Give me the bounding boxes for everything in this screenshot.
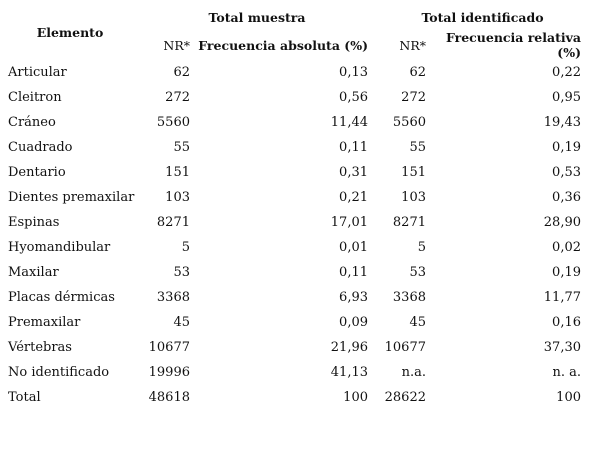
row-nr-identificado: 3368 — [392, 290, 426, 305]
row-elemento: Cleitron — [8, 90, 62, 105]
row-elemento: Premaxilar — [8, 315, 81, 330]
table-row — [0, 260, 591, 285]
row-nr: 5 — [181, 240, 190, 255]
row-frecuencia-absoluta: 100 — [343, 390, 368, 405]
header-frecuencia-relativa: Frecuencia relativa (%) — [445, 30, 581, 60]
row-elemento: Cráneo — [8, 115, 56, 130]
row-frecuencia-relativa: 0,19 — [552, 265, 581, 280]
table-row — [0, 285, 591, 310]
row-nr: 3368 — [156, 290, 190, 305]
header-nr: NR* — [163, 37, 190, 53]
row-nr-identificado: 10677 — [384, 340, 426, 355]
table-row — [0, 385, 591, 410]
row-frecuencia-relativa: n. a. — [552, 365, 581, 380]
table-row — [0, 210, 591, 235]
row-frecuencia-relativa: 0,53 — [552, 165, 581, 180]
row-frecuencia-absoluta: 0,09 — [339, 315, 368, 330]
row-frecuencia-absoluta: 0,01 — [339, 240, 368, 255]
row-frecuencia-absoluta: 0,11 — [339, 265, 368, 280]
row-frecuencia-absoluta: 17,01 — [330, 215, 368, 230]
table-row — [0, 85, 591, 110]
row-frecuencia-absoluta: 21,96 — [330, 340, 368, 355]
row-frecuencia-relativa: 0,22 — [552, 65, 581, 80]
table-row — [0, 185, 591, 210]
header-total-identificado: Total identificado — [421, 9, 544, 25]
row-nr-identificado: 5 — [417, 240, 426, 255]
row-nr-identificado: 28622 — [384, 390, 426, 405]
row-nr: 151 — [165, 165, 190, 180]
row-nr: 48618 — [148, 390, 190, 405]
row-nr-identificado: 62 — [409, 65, 426, 80]
row-nr: 10677 — [148, 340, 190, 355]
row-nr: 19996 — [148, 365, 190, 380]
row-frecuencia-absoluta: 6,93 — [339, 290, 368, 305]
row-elemento: Total — [8, 390, 41, 405]
row-elemento: Vértebras — [8, 340, 72, 355]
row-nr-identificado: 272 — [401, 90, 426, 105]
row-nr: 55 — [173, 140, 190, 155]
table-row — [0, 235, 591, 260]
row-elemento: Hyomandibular — [8, 240, 111, 255]
row-nr-identificado: 53 — [409, 265, 426, 280]
row-frecuencia-absoluta: 0,21 — [339, 190, 368, 205]
row-elemento: Cuadrado — [8, 140, 73, 155]
row-nr: 5560 — [156, 115, 190, 130]
row-nr: 272 — [165, 90, 190, 105]
header-total-muestra: Total muestra — [208, 9, 306, 25]
table-body — [0, 60, 591, 410]
table-row — [0, 160, 591, 185]
table-row — [0, 135, 591, 160]
row-nr-identificado: 45 — [409, 315, 426, 330]
table-row — [0, 360, 591, 385]
row-elemento: Dentario — [8, 165, 66, 180]
row-elemento: Maxilar — [8, 265, 59, 280]
row-nr: 45 — [173, 315, 190, 330]
row-frecuencia-absoluta: 0,13 — [339, 65, 368, 80]
row-frecuencia-absoluta: 0,56 — [339, 90, 368, 105]
row-elemento: Espinas — [8, 215, 60, 230]
row-nr: 8271 — [156, 215, 190, 230]
row-elemento: Articular — [8, 65, 67, 80]
row-frecuencia-absoluta: 0,31 — [339, 165, 368, 180]
header-elemento: Elemento — [36, 24, 104, 40]
row-frecuencia-absoluta: 0,11 — [339, 140, 368, 155]
row-nr: 103 — [165, 190, 190, 205]
row-frecuencia-relativa: 0,19 — [552, 140, 581, 155]
table-row — [0, 60, 591, 85]
row-nr-identificado: 103 — [401, 190, 426, 205]
row-frecuencia-relativa: 0,02 — [552, 240, 581, 255]
row-nr: 53 — [173, 265, 190, 280]
header-frecuencia-absoluta: Frecuencia absoluta (%) — [198, 37, 368, 53]
row-nr-identificado: n.a. — [401, 365, 426, 380]
header-nr-identificado: NR* — [399, 37, 426, 53]
row-nr: 62 — [173, 65, 190, 80]
table-row — [0, 110, 591, 135]
row-nr-identificado: 5560 — [392, 115, 426, 130]
row-frecuencia-relativa: 100 — [556, 390, 581, 405]
row-frecuencia-relativa: 37,30 — [543, 340, 581, 355]
row-nr-identificado: 8271 — [392, 215, 426, 230]
header-row-groups — [0, 4, 591, 30]
row-frecuencia-absoluta: 41,13 — [330, 365, 368, 380]
table-row — [0, 310, 591, 335]
row-frecuencia-relativa: 11,77 — [543, 290, 581, 305]
row-frecuencia-relativa: 0,95 — [552, 90, 581, 105]
row-nr-identificado: 151 — [401, 165, 426, 180]
table-row — [0, 335, 591, 360]
row-nr-identificado: 55 — [409, 140, 426, 155]
row-frecuencia-relativa: 0,36 — [552, 190, 581, 205]
row-elemento: Dientes premaxilar — [8, 190, 135, 205]
row-frecuencia-absoluta: 11,44 — [330, 115, 368, 130]
row-elemento: No identificado — [8, 365, 110, 380]
row-elemento: Placas dérmicas — [8, 290, 115, 305]
row-frecuencia-relativa: 19,43 — [543, 115, 581, 130]
row-frecuencia-relativa: 28,90 — [543, 215, 581, 230]
row-frecuencia-relativa: 0,16 — [552, 315, 581, 330]
data-table — [0, 4, 591, 410]
